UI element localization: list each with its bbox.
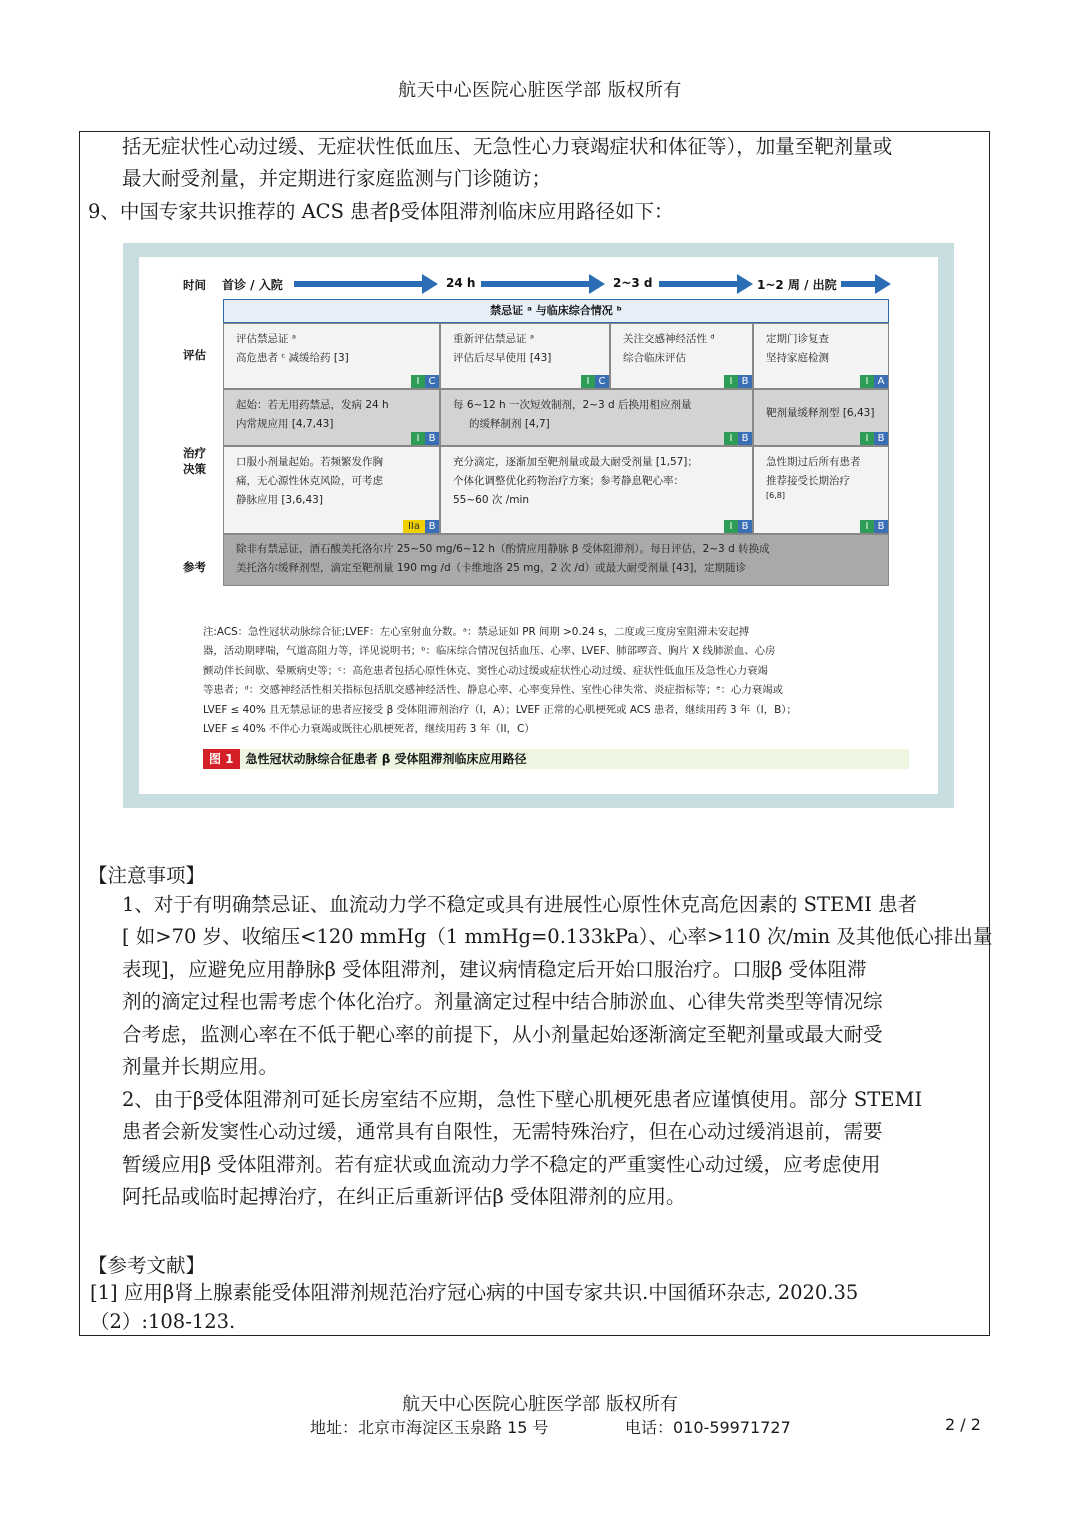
figure-number: 图 1 <box>203 749 240 769</box>
notes-line: 阿托品或临时起搏治疗，在纠正后重新评估β 受体阻滞剂的应用。 <box>122 1185 686 1208</box>
cell-text: 55~60 次 /min <box>453 494 530 506</box>
time-point-admission: 首诊 / 入院 <box>222 278 283 292</box>
figure-notes <box>203 623 909 739</box>
timeline-arrow-head <box>737 274 753 294</box>
notes-line: 暂缓应用β 受体阻滞剂。若有症状或血流动力学不稳定的严重窦性心动过缓，应考虑使用 <box>122 1153 881 1176</box>
reference-line: [1] 应用β肾上腺素能受体阻滞剂规范治疗冠心病的中国专家共识.中国循环杂志, 2020.35 <box>90 1281 859 1304</box>
time-point-discharge: 1~2 周 / 出院 <box>757 278 837 292</box>
note-line: LVEF ≤ 40% 且无禁忌证的患者应接受 β 受体阻滞剂治疗（I，A）；LVEF 正常的心肌梗死或 ACS 患者，继续用药 3 年（I，B）； <box>203 703 797 716</box>
note-line: 颤动伴长间歇、晕厥病史等；ᶜ：高危患者包括心原性休克、窦性心动过缓或症状性心动过缓、症状性低血压及急性心力衰竭 <box>203 664 768 677</box>
cell-text: 靶剂量缓释剂型 [6,43] <box>766 407 875 419</box>
cell-text: 起始：若无用药禁忌，发病 24 h <box>236 399 389 411</box>
page-number: 2 / 2 <box>945 1415 981 1434</box>
class-tag: IIa <box>403 520 425 533</box>
cell-text: [6,8] <box>766 491 785 500</box>
notes-line: 患者会新发窦性心动过缓，通常具有自限性，无需特殊治疗，但在心动过缓消退前，需要 <box>122 1120 883 1143</box>
cell-text: 定期门诊复查 <box>766 333 829 345</box>
note-line: 等患者；ᵈ：交感神经活性相关指标包括肌交感神经活性、静息心率、心率变异性、室性心律失常、炎症指标等；ᵉ：心力衰竭或 <box>203 684 784 697</box>
time-point-2-3d: 2~3 d <box>613 276 653 290</box>
cell-text: 评估后尽早使用 [43] <box>453 352 552 364</box>
row-label-eval: 评估 <box>183 348 206 362</box>
timeline-arrow-head <box>422 274 438 294</box>
body-line-1: 括无症状性心动过缓、无症状性低血压、无急性心力衰竭症状和体征等），加量至靶剂量或 <box>122 135 893 158</box>
evidence-tag <box>581 375 609 388</box>
figure-canvas <box>139 257 938 794</box>
evidence-tag <box>724 432 752 445</box>
note-line: LVEF ≤ 40% 不伴心力衰竭或既往心肌梗死者，继续用药 3 年（II，C） <box>203 723 535 736</box>
references-heading: 【参考文献】 <box>88 1254 206 1277</box>
page-header: 航天中心医院心脏医学部 版权所有 <box>398 80 682 101</box>
notes-line: [ 如>70 岁、收缩压<120 mmHg（1 mmHg=0.133kPa）、心率>110 次/min 及其他低心排出量 <box>122 925 993 948</box>
figure-pathway <box>123 243 954 808</box>
eval-cell <box>753 323 889 389</box>
cell-text: 个体化调整优化药物治疗方案；参考静息靶心率： <box>453 475 684 487</box>
timeline-arrow <box>294 281 422 287</box>
cell-text: 重新评估禁忌证 ᵃ <box>453 333 534 345</box>
cell-text: 痛，无心源性休克风险，可考虑 <box>236 475 383 487</box>
cell-text: 充分滴定，逐渐加至靶剂量或最大耐受剂量 [1,57]； <box>453 456 698 468</box>
notes-heading: 【注意事项】 <box>88 864 206 887</box>
treatment-cell <box>440 446 753 534</box>
level-tag: A <box>874 375 888 388</box>
body-line-3: 9、中国专家共识推荐的 ACS 患者β受体阻滞剂临床应用路径如下： <box>88 200 674 223</box>
cell-text: 每 6~12 h 一次短效制剂，2~3 d 后换用相应剂量 <box>453 399 692 411</box>
cell-text: 静脉应用 [3,6,43] <box>236 494 323 506</box>
row-label-reference: 参考 <box>183 560 206 574</box>
cell-text: 口服小剂量起始。若频繁发作胸 <box>236 456 383 468</box>
timeline-arrow-head <box>875 274 891 294</box>
treatment-cell <box>223 446 440 534</box>
reference-cell <box>223 534 889 586</box>
contraindication-banner: 禁忌证 ᵃ 与临床综合情况 ᵇ <box>223 299 889 323</box>
cell-text: 除非有禁忌证，酒石酸美托洛尔片 25~50 mg/6~12 h（酌情应用静脉 β 受体阻滞剂）。每日评估，2~3 d 转换成 <box>236 543 770 555</box>
footer-title: 航天中心医院心脏医学部 版权所有 <box>402 1394 678 1415</box>
cell-text: 急性期过后所有患者 <box>766 456 861 468</box>
class-tag: I <box>860 375 874 388</box>
time-label: 时间 <box>183 278 206 292</box>
figure-caption <box>203 749 909 769</box>
class-tag: I <box>411 375 425 388</box>
level-tag: B <box>738 520 752 533</box>
notes-line: 表现]，应避免应用静脉β 受体阻滞剂，建议病情稳定后开始口服治疗。口服β 受体阻滞 <box>122 958 867 981</box>
class-tag: I <box>411 432 425 445</box>
level-tag: B <box>738 375 752 388</box>
cell-text: 坚持家庭检测 <box>766 352 829 364</box>
timeline-arrow <box>841 281 875 287</box>
body-line-2: 最大耐受剂量，并定期进行家庭监测与门诊随访； <box>122 167 552 190</box>
row-label-decision: 决策 <box>183 462 206 476</box>
note-line: 器，活动期哮喘，气道高阻力等，详见说明书；ᵇ：临床综合情况包括血压、心率、LVEF、肺部啰音、胸片 X 线肺淤血、心房 <box>203 645 776 658</box>
notes-line: 1、对于有明确禁忌证、血流动力学不稳定或具有进展性心原性休克高危因素的 STEMI 患者 <box>122 893 918 916</box>
level-tag: C <box>595 375 609 388</box>
treatment-cell <box>440 389 753 446</box>
evidence-tag <box>860 520 888 533</box>
evidence-tag <box>724 520 752 533</box>
cell-text: 推荐接受长期治疗 <box>766 475 850 487</box>
treatment-cell <box>223 389 440 446</box>
footer-address: 地址：北京市海淀区玉泉路 15 号 <box>310 1418 549 1437</box>
timeline-arrow-head <box>589 274 605 294</box>
class-tag: I <box>724 375 738 388</box>
evidence-tag <box>724 375 752 388</box>
class-tag: I <box>860 520 874 533</box>
cell-text: 高危患者 ᶜ 减缓给药 [3] <box>236 352 349 364</box>
evidence-tag <box>860 375 888 388</box>
eval-cell <box>223 323 440 389</box>
cell-text: 内常规应用 [4,7,43] <box>236 418 334 430</box>
timeline-arrow <box>659 281 737 287</box>
class-tag: I <box>581 375 595 388</box>
cell-text: 的缓释制剂 [4,7] <box>469 418 550 430</box>
note-line: 注:ACS：急性冠状动脉综合征;LVEF：左心室射血分数。ᵃ：禁忌证如 PR 间期 >0.24 s，二度或三度房室阻滞未安起搏 <box>203 626 750 638</box>
evidence-tag <box>411 375 439 388</box>
level-tag: B <box>874 520 888 533</box>
class-tag: I <box>724 432 738 445</box>
notes-line: 剂量并长期应用。 <box>122 1055 279 1078</box>
treatment-cell <box>753 446 889 534</box>
treatment-cell <box>753 389 889 446</box>
class-tag: I <box>860 432 874 445</box>
time-point-24h: 24 h <box>446 276 476 290</box>
level-tag: B <box>425 520 439 533</box>
reference-line: （2）:108-123. <box>90 1310 236 1333</box>
timeline-arrow <box>481 281 589 287</box>
level-tag: B <box>425 432 439 445</box>
evidence-tag <box>403 520 439 533</box>
row-label-treat: 治疗 <box>183 446 206 460</box>
class-tag: I <box>724 520 738 533</box>
notes-line: 合考虑，监测心率在不低于靶心率的前提下，从小剂量起始逐渐滴定至靶剂量或最大耐受 <box>122 1023 883 1046</box>
cell-text: 关注交感神经活性 ᵈ <box>623 333 715 345</box>
eval-cell <box>440 323 610 389</box>
notes-line: 剂的滴定过程也需考虑个体化治疗。剂量滴定过程中结合肺淤血、心律失常类型等情况综 <box>122 990 883 1013</box>
level-tag: B <box>738 432 752 445</box>
level-tag: C <box>425 375 439 388</box>
evidence-tag <box>860 432 888 445</box>
cell-text: 评估禁忌证 ᵃ <box>236 333 296 345</box>
level-tag: B <box>874 432 888 445</box>
footer-phone: 电话：010-59971727 <box>625 1418 791 1437</box>
notes-line: 2、由于β受体阻滞剂可延长房室结不应期，急性下壁心肌梗死患者应谨慎使用。部分 STEMI <box>122 1088 923 1111</box>
evidence-tag <box>411 432 439 445</box>
eval-cell <box>610 323 753 389</box>
cell-text: 美托洛尔缓释剂型，滴定至靶剂量 190 mg /d（卡维地洛 25 mg，2 次 /d）或最大耐受剂量 [43]，定期随诊 <box>236 562 747 574</box>
cell-text: 综合临床评估 <box>623 352 686 364</box>
figure-caption-text: 急性冠状动脉综合征患者 β 受体阻滞剂临床应用路径 <box>245 752 527 766</box>
